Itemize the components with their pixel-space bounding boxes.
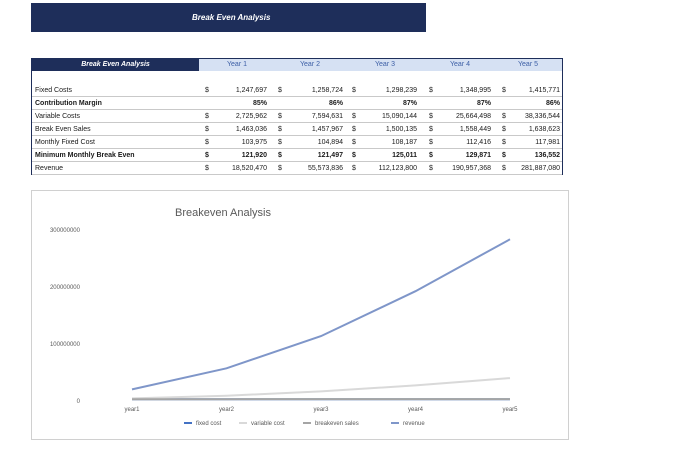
currency-symbol: $ (205, 139, 209, 146)
cell-value: 18,520,470 (231, 165, 267, 172)
chart-svg (32, 191, 568, 439)
cell-value: 1,463,036 (235, 126, 267, 133)
legend-swatch-0 (184, 422, 192, 424)
cell-value: 112,416 (466, 139, 491, 146)
currency-symbol: $ (502, 139, 506, 146)
currency-symbol: $ (352, 152, 356, 159)
cell-value: 1,247,697 (235, 87, 267, 94)
currency-symbol: $ (502, 87, 506, 94)
cell-value: 281,887,080 (521, 165, 560, 172)
currency-symbol: $ (352, 165, 356, 172)
legend-label: fixed cost (196, 421, 222, 427)
row-separator (32, 174, 562, 175)
cell-value: 1,298,239 (385, 87, 417, 94)
top-banner (31, 3, 426, 32)
currency-symbol: $ (205, 113, 209, 120)
y-tick-label: 300000000 (49, 228, 80, 234)
currency-symbol: $ (352, 126, 356, 133)
currency-symbol: $ (278, 87, 282, 94)
row-label: Fixed Costs (35, 87, 72, 94)
cell-value: 87% (476, 100, 491, 107)
cell-value: 108,187 (391, 139, 417, 146)
cell-value: 1,558,449 (459, 126, 491, 133)
currency-symbol: $ (429, 152, 433, 159)
currency-symbol: $ (278, 152, 282, 159)
row-label: Variable Costs (35, 113, 81, 120)
currency-symbol: $ (429, 139, 433, 146)
cell-value: 129,871 (465, 152, 491, 159)
y-tick-label: 200000000 (49, 285, 80, 291)
cell-value: 38,336,544 (524, 113, 560, 120)
x-tick-label: year3 (313, 407, 329, 413)
legend-label: variable cost (251, 421, 285, 427)
cell-value: 86% (545, 100, 560, 107)
currency-symbol: $ (278, 113, 282, 120)
currency-symbol: $ (502, 152, 506, 159)
year-header-4: Year 4 (450, 61, 470, 68)
table-header (32, 59, 562, 71)
series-line-3 (132, 239, 510, 389)
cell-value: 2,725,962 (235, 113, 267, 120)
row-label: Break Even Sales (35, 126, 91, 133)
currency-symbol: $ (205, 152, 209, 159)
cell-value: 1,348,995 (459, 87, 491, 94)
cell-value: 136,552 (534, 152, 560, 159)
table-corner-title: Break Even Analysis (32, 59, 199, 71)
cell-value: 104,894 (317, 139, 343, 146)
currency-symbol: $ (502, 113, 506, 120)
cell-value: 190,957,368 (452, 165, 491, 172)
legend-label: revenue (403, 421, 425, 427)
cell-value: 86% (328, 100, 343, 107)
cell-value: 1,500,135 (385, 126, 417, 133)
cell-value: 1,415,771 (528, 87, 560, 94)
cell-value: 121,497 (317, 152, 343, 159)
series-line-1 (132, 378, 510, 398)
year-header-2: Year 2 (300, 61, 320, 68)
banner-title: Break Even Analysis (192, 13, 271, 22)
currency-symbol: $ (278, 126, 282, 133)
cell-value: 112,123,800 (378, 165, 417, 172)
row-label: Contribution Margin (35, 100, 102, 107)
cell-value: 1,258,724 (311, 87, 343, 94)
currency-symbol: $ (352, 87, 356, 94)
y-tick-label: 100000000 (49, 342, 80, 348)
cell-value: 117,981 (535, 139, 560, 146)
currency-symbol: $ (502, 165, 506, 172)
cell-value: 85% (252, 100, 267, 107)
row-label: Minimum Monthly Break Even (35, 152, 135, 159)
currency-symbol: $ (352, 113, 356, 120)
year-header-1: Year 1 (227, 61, 247, 68)
currency-symbol: $ (429, 126, 433, 133)
cell-value: 1,638,623 (528, 126, 560, 133)
cell-value: 1,457,967 (311, 126, 343, 133)
row-label: Monthly Fixed Cost (35, 139, 95, 146)
year-header-band (199, 59, 562, 71)
currency-symbol: $ (205, 126, 209, 133)
legend-swatch-2 (303, 422, 311, 424)
currency-symbol: $ (352, 139, 356, 146)
cell-value: 103,975 (241, 139, 267, 146)
x-tick-label: year1 (124, 407, 140, 413)
currency-symbol: $ (205, 87, 209, 94)
x-tick-label: year4 (407, 407, 424, 413)
cell-value: 125,011 (392, 152, 417, 159)
chart-title: Breakeven Analysis (175, 207, 271, 219)
year-header-5: Year 5 (518, 61, 538, 68)
cell-value: 25,664,498 (455, 113, 491, 120)
breakeven-chart (31, 190, 569, 440)
legend-swatch-1 (239, 422, 247, 424)
currency-symbol: $ (429, 165, 433, 172)
legend-swatch-3 (391, 422, 399, 424)
year-header-3: Year 3 (375, 61, 395, 68)
row-label: Revenue (35, 165, 64, 172)
cell-value: 87% (402, 100, 417, 107)
currency-symbol: $ (502, 126, 506, 133)
cell-value: 121,920 (241, 152, 267, 159)
legend-label: breakeven sales (315, 421, 359, 427)
cell-value: 55,573,836 (307, 165, 343, 172)
currency-symbol: $ (278, 165, 282, 172)
currency-symbol: $ (429, 87, 433, 94)
currency-symbol: $ (429, 113, 433, 120)
cell-value: 7,594,631 (311, 113, 343, 120)
currency-symbol: $ (205, 165, 209, 172)
cell-value: 15,090,144 (381, 113, 417, 120)
y-tick-label: 0 (76, 399, 80, 405)
x-tick-label: year5 (502, 407, 518, 413)
currency-symbol: $ (278, 139, 282, 146)
x-tick-label: year2 (218, 407, 235, 413)
break-even-table (31, 58, 563, 175)
